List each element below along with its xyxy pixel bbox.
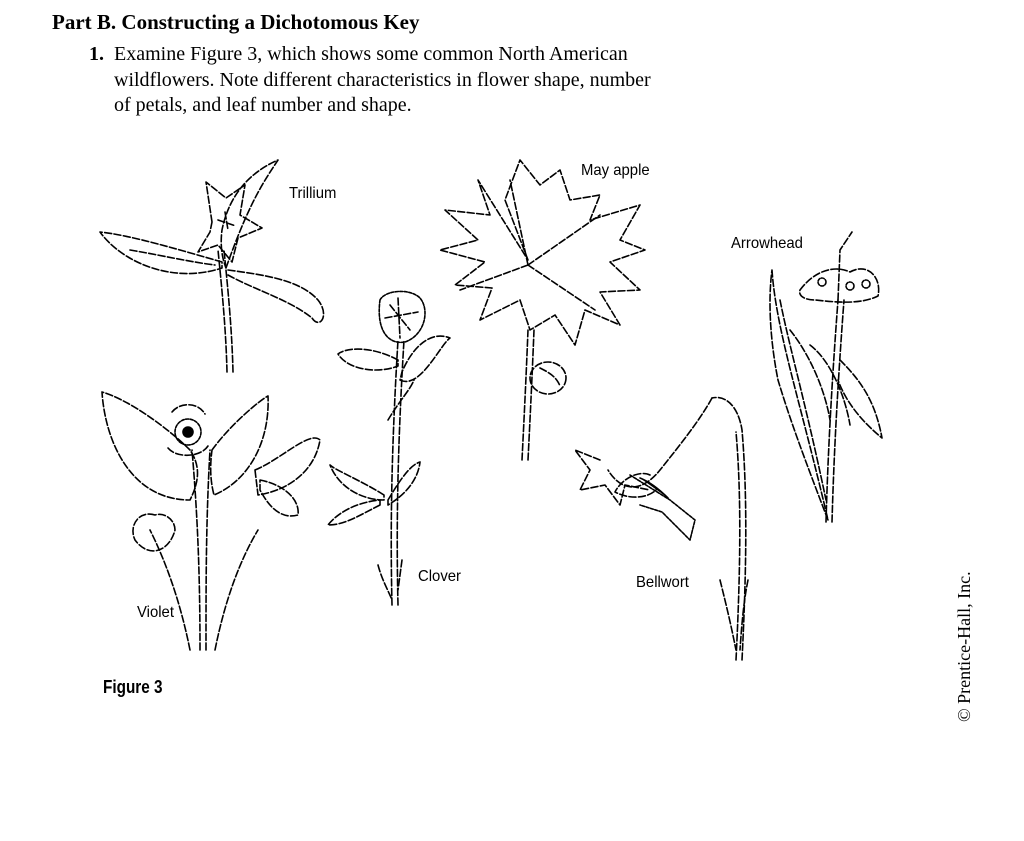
item-line-3: of petals, and leaf number and shape.: [114, 94, 412, 116]
label-arrowhead: Arrowhead: [731, 235, 803, 252]
clover-drawing: [328, 291, 450, 605]
label-may-apple: May apple: [581, 162, 650, 179]
item-line-2: wildflowers. Note different characteristics in flower shape, number: [114, 68, 651, 91]
may-apple-drawing: [440, 160, 645, 460]
figure-caption: Figure 3: [103, 677, 163, 697]
label-trillium: Trillium: [289, 185, 337, 202]
bellwort-drawing: [575, 397, 748, 660]
item-line-1: Examine Figure 3, which shows some common North American: [114, 43, 628, 65]
section-heading: Part B. Constructing a Dichotomous Key: [52, 10, 420, 34]
item-number: 1.: [89, 43, 104, 65]
arrowhead-drawing: [770, 232, 882, 522]
violet-drawing: [102, 392, 320, 650]
label-bellwort: Bellwort: [636, 574, 689, 591]
copyright-notice: © Prentice-Hall, Inc.: [954, 571, 974, 722]
label-clover: Clover: [418, 568, 461, 585]
label-violet: Violet: [137, 604, 174, 621]
